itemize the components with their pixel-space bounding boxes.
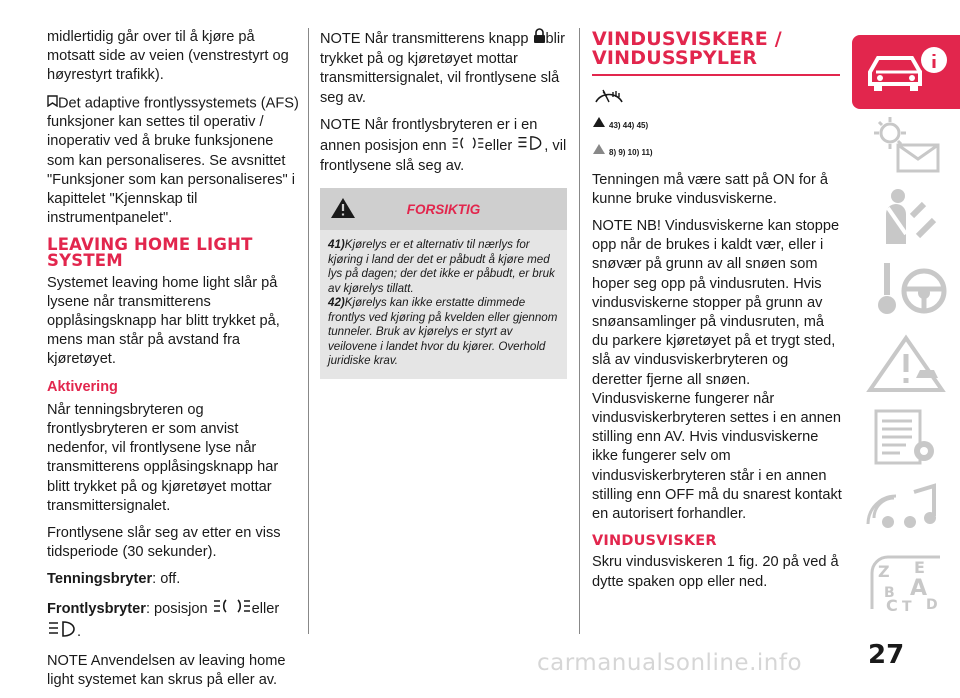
wiper-icon <box>594 86 842 110</box>
parking-light-icon <box>212 598 252 620</box>
note: NOTE Anvendelsen av leaving home light systemet kan skrus på eller av. <box>47 652 286 689</box>
sidebar-item-maintenance[interactable] <box>852 400 960 474</box>
sidebar-item-starting[interactable] <box>852 254 960 328</box>
low-beam-icon <box>516 135 544 157</box>
sidebar-item-dashboard-info[interactable] <box>852 35 960 109</box>
lock-icon <box>533 28 546 50</box>
subheading: Aktivering <box>47 378 118 395</box>
reference-line: 43) 44) 45) <box>592 116 842 135</box>
warning-box <box>320 188 567 379</box>
section-heading: VINDUSVISKERE / VINDUSSPYLER <box>592 28 782 69</box>
car-info-icon <box>862 40 952 104</box>
seatbelt-icon <box>862 186 952 250</box>
warning-road-icon <box>862 332 952 396</box>
svg-text:E: E <box>914 558 925 577</box>
section-heading: LEAVING HOME LIGHT SYSTEM <box>47 234 253 270</box>
caution-triangle-icon <box>592 143 606 162</box>
alphabet-index-icon <box>862 551 952 615</box>
warning-title: FORSIKTIG <box>406 202 481 218</box>
paragraph: Når tenningsbryteren og frontlysbryteren er som anvist nedenfor, vil frontlysene lyse når transmitterens opplåsingsknapp har blitt trykket på og kjøretøyet mottar transmittersignalet. <box>47 401 279 514</box>
watermark[interactable]: carmanualsonline.info <box>537 650 803 676</box>
sidebar-item-emergency[interactable] <box>852 327 960 401</box>
paragraph: Systemet leaving home light slår på lysene når transmitterens opplåsingsknapp har blitt trykket på, mens man står på avstand fra kjøretøyet. <box>47 274 280 368</box>
subheading: VINDUSVISKER <box>592 533 717 550</box>
checklist-gear-icon <box>862 405 952 469</box>
note: NOTE Når transmitterens knapp blir trykket på og kjøretøyet mottar transmittersignalet, vil frontlysene slå seg av. <box>320 28 568 108</box>
warning-item: 42)Kjørelys kan ikke erstatte dimmede frontlys ved kjøring på kvelden eller gjennom tunneler. Bruk av kjørelys er styrt av veilovene i landet hvor du kjører. Overhold juridiske krav. <box>328 296 558 368</box>
column-3 <box>592 28 842 600</box>
sidebar-item-multimedia[interactable] <box>852 473 960 547</box>
svg-text:D: D <box>926 597 938 613</box>
paragraph: Skru vindusviskeren 1 fig. 20 på ved å dytte spaken opp eller ned. <box>592 554 839 590</box>
svg-text:B: B <box>884 585 895 601</box>
warning-triangle-icon <box>592 116 606 135</box>
light-mail-icon <box>862 113 952 177</box>
ignition-line: Tenningsbryter: off. <box>47 571 181 588</box>
column-1 <box>47 28 299 698</box>
paragraph: Frontlysene slår seg av etter en viss tidsperiode (30 sekunder). <box>47 524 281 561</box>
sidebar-item-lights[interactable] <box>852 108 960 182</box>
sidebar-item-index[interactable] <box>852 546 960 620</box>
warning-body <box>320 230 567 379</box>
column-divider <box>308 28 309 634</box>
paragraph-afs: Det adaptive frontlyssystemets (AFS) funksjoner kan settes til operativ / inoperativ ved å bruke funksjonene som kan personaliseres. Se avsnittet "Funksjoner som kan personaliseres" i kapittelet "Kjennskap til instrumentpanelet". <box>47 95 299 227</box>
bookmark-icon <box>47 94 58 113</box>
paragraph: Tenningen må være satt på ON for å kunne bruke vindusviskerne. <box>592 171 829 207</box>
parking-light-icon <box>451 136 485 156</box>
warning-header <box>320 188 567 230</box>
paragraph: NOTE NB! Vindusviskerne kan stoppe opp når de brukes i kaldt vær, eller i snøvær på grunn av all snøen som hoper seg opp på vindusruten. Hvis vindusviskerne stopper på grunn av snøansamlinger på vindusruten, må du parkere kjøretøyet på et trygt sted, slå av vindusviskerbryteren og deretter fjerne all snøen. Vindusviskerne fungerer når vindusviskerbryteren settes i en annen stilling enn AV. Hvis vindusviskerne ikke fungerer selv om vindusviskerbryteren står i en annen stilling enn OFF må du snarest kontakt en autorisert forhandler. <box>592 218 842 523</box>
heading-rule <box>592 74 840 76</box>
note: NOTE Når frontlysbryteren er i en annen posisjon enn eller , vil frontlysene slå seg av. <box>320 116 567 175</box>
page-number: 27 <box>868 640 905 670</box>
svg-text:A: A <box>910 576 928 601</box>
svg-text:Z: Z <box>878 562 890 581</box>
svg-text:C: C <box>886 596 898 615</box>
paragraph: midlertidig går over til å kjøre på motsatt side av veien (venstrestyrt og høyrestyrt trafikk). <box>47 29 289 84</box>
warning-item: 41)Kjørelys er et alternativ til nærlys for kjøring i land der det er påbudt å kjøre med lys på dagen; der det ikke er påbudt, er bruk av kjørelys tillatt. <box>328 238 555 295</box>
low-beam-icon <box>47 620 77 644</box>
key-steering-icon <box>862 259 952 323</box>
music-signal-icon <box>862 478 952 542</box>
svg-text:T: T <box>902 599 912 615</box>
column-divider <box>579 28 580 634</box>
reference-line: 8) 9) 10) 11) <box>592 143 842 162</box>
sidebar-item-safety[interactable] <box>852 181 960 255</box>
headlight-line: Frontlysbryter: posisjon eller . <box>47 598 299 644</box>
column-2 <box>320 28 568 379</box>
